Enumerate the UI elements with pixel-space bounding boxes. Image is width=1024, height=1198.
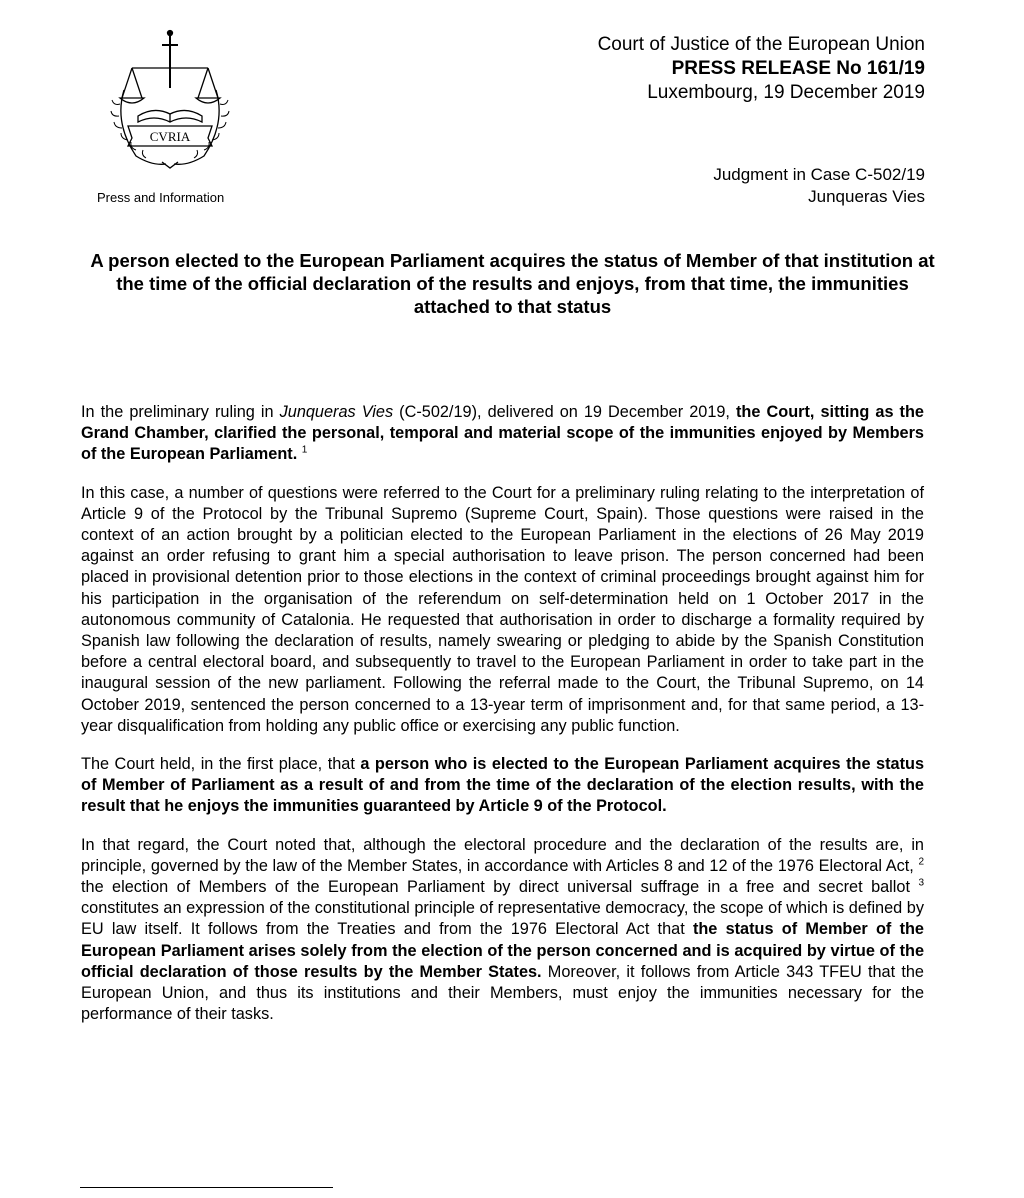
footnote-ref-2[interactable]: 2 bbox=[918, 856, 924, 868]
logo-text: CVRIA bbox=[149, 129, 191, 144]
paragraph-1: In the preliminary ruling in Junqueras Vies (C-502/19), delivered on 19 December 2019, the Court, sitting as the Grand Chamber, clarified the personal, temporal and material scope of the immunities enjoyed by Members of the European Parliament. $^1$ bbox=[81, 403, 924, 464]
headline: A person elected to the European Parliament acquires the status of Member of that institution at the time of the official declaration of the results and enjoys, from that time, the immunities attached to that status bbox=[90, 250, 935, 317]
footnote-ref-1[interactable]: 1 bbox=[301, 444, 308, 456]
place-date: Luxembourg, 19 December 2019 bbox=[647, 82, 925, 103]
footnote-separator bbox=[80, 1187, 333, 1188]
paragraph-2: In this case, a number of questions were referred to the Court for a preliminary ruling relating to the interpretation of Article 9 of the Protocol by the Tribunal Supremo (Supreme Court, Spain). Those questions were raised in the context of an action brought by a politician elected to the European Parliament in the elections of 26 May 2019 against an order refusing to grant him a special authorisation to leave prison. The person concerned had been placed in provisional detention prior to those elections in the context of criminal proceedings brought against him for his participation in the organisation of the referendum on self-determination held on 1 October 2017 in the autonomous community of Catalonia. He requested that authorisation in order to discharge a formality required by Spanish law following the declaration of results, namely swearing or pledging to abide by the Spanish Constitution before a central electoral board, and subsequently to travel to the European Parliament in order to take part in the inaugural session of the new parliament. Following the referral made to the Court, the Tribunal Supremo, on 14 October 2019, sentenced the person concerned to a 13-year term of imprisonment and, for that same period, a 13-year disqualification from holding any public office or exercising any public function. bbox=[81, 483, 924, 735]
press-release-number: PRESS RELEASE No 161/19 bbox=[671, 58, 925, 79]
paragraph-4: In that regard, the Court noted that, although the electoral procedure and the declaration of the results are, in principle, governed by the law of the Member States, in accordance with Articles 8 and 12 of the 1976 Electoral Act, $^2$ the election of Members of the European Parliament by direct universal suffrage in a free and secret ballot $^3$ constitutes an expression of the constitutional principle of representative democracy, the scope of which is defined by EU law itself. It follows from the Treaties and from the 1976 Electoral Act that the status of Member of the European Parliament arises solely from the election of the person concerned and is acquired by virtue of the official declaration of those results by the Member States. Moreover, it follows from Article 343 TFEU that the European Union, and thus its institutions and their Members, must enjoy the immunities necessary for the performance of their tasks. bbox=[81, 835, 924, 1024]
judgment-case: Judgment in Case C-502/19 bbox=[713, 165, 925, 184]
body-text bbox=[81, 402, 924, 1042]
press-information-label: Press and Information bbox=[97, 190, 225, 205]
footnote-ref-3[interactable]: 3 bbox=[918, 877, 924, 889]
case-name: Junqueras Vies bbox=[808, 187, 925, 206]
court-name: Court of Justice of the European Union bbox=[597, 34, 925, 55]
curia-logo bbox=[104, 28, 236, 172]
case-block bbox=[713, 164, 925, 208]
header-block bbox=[598, 33, 925, 105]
paragraph-3: The Court held, in the first place, that a person who is elected to the European Parliament acquires the status of Member of Parliament as a result of and from the time of the declaration of the election results, with the result that he enjoys the immunities guaranteed by Article 9 of the Protocol. bbox=[81, 755, 925, 816]
